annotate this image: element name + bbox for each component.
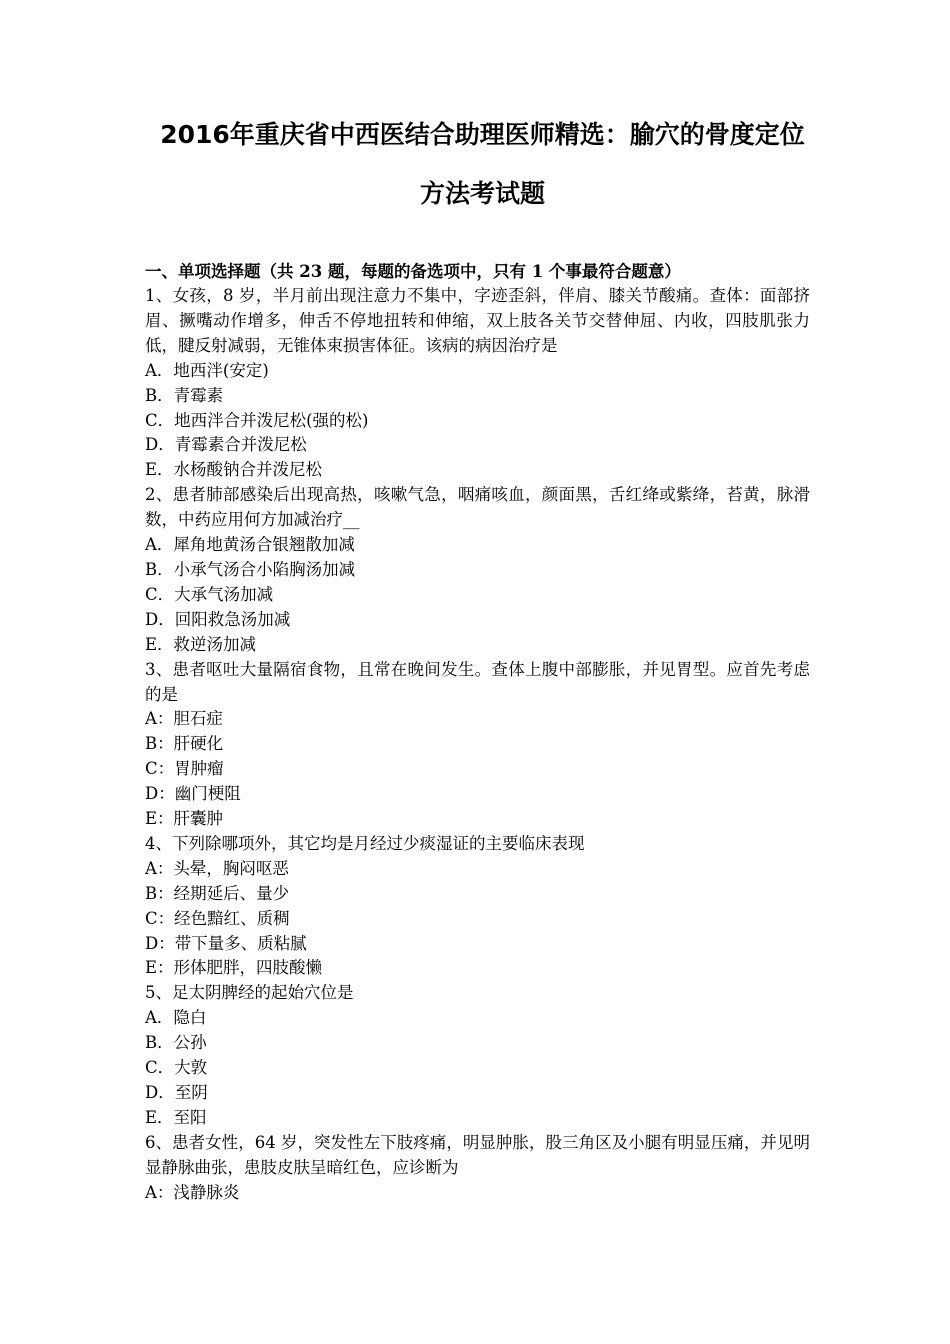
answer-option: D：带下量多、质粘腻 bbox=[145, 933, 307, 953]
answer-option: A．隐白 bbox=[145, 1008, 207, 1028]
question-block bbox=[145, 658, 810, 832]
title-line-1: 2016年重庆省中西医结合助理医师精选：腧穴的骨度定位 bbox=[160, 120, 805, 149]
answer-option: B．小承气汤合小陷胸汤加减 bbox=[145, 559, 356, 579]
answer-option: E：肝囊肿 bbox=[145, 809, 224, 829]
answer-option: C．地西泮合并泼尼松(强的松) bbox=[145, 410, 369, 430]
question-stem: 2、患者肺部感染后出现高热，咳嗽气急，咽痛咳血，颜面黑，舌红绛或紫绛，苔黄，脉滑数，中药应用何方加减治疗__ bbox=[145, 485, 810, 530]
answer-option: D：幽门梗阻 bbox=[145, 784, 241, 804]
answer-option: A．地西泮(安定) bbox=[145, 360, 269, 380]
answer-option: C．大敦 bbox=[145, 1058, 208, 1078]
question-stem: 6、患者女性，64 岁，突发性左下肢疼痛，明显肿胀，股三角区及小腿有明显压痛，并见明显静脉曲张，患肢皮肤呈暗红色，应诊断为 bbox=[145, 1132, 810, 1177]
answer-option: A：胆石症 bbox=[145, 709, 223, 729]
answer-option: C：胃肿瘤 bbox=[145, 759, 224, 779]
answer-option: C．大承气汤加减 bbox=[145, 584, 274, 604]
answer-option: B：肝硬化 bbox=[145, 734, 224, 754]
question-stem: 4、下列除哪项外，其它均是月经过少痰湿证的主要临床表现 bbox=[145, 833, 585, 853]
answer-option: A：浅静脉炎 bbox=[145, 1182, 240, 1202]
answer-option: D．至阴 bbox=[145, 1083, 208, 1102]
title-line-2: 方法考试题 bbox=[419, 179, 545, 208]
question-block bbox=[145, 832, 810, 981]
answer-option: D．回阳救急汤加减 bbox=[145, 609, 291, 629]
answer-option: B：经期延后、量少 bbox=[145, 883, 290, 903]
question-block bbox=[145, 284, 810, 483]
question-block bbox=[145, 1131, 810, 1206]
question-stem: 1、女孩，8 岁，半月前出现注意力不集中，字迹歪斜，伴肩、膝关节酸痛。查体：面部挤眉、撅嘴动作增多，伸舌不停地扭转和伸缩，双上肢各关节交替伸屈、内收，四肢肌张力低，腱反射减弱，无锥体束损害体征。该病的病因治疗是 bbox=[145, 286, 810, 355]
answer-option: E．至阳 bbox=[145, 1107, 207, 1127]
answer-option: D．青霉素合并泼尼松 bbox=[145, 435, 307, 455]
question-stem: 5、足太阴脾经的起始穴位是 bbox=[145, 983, 354, 1003]
question-list bbox=[145, 284, 810, 1206]
question-block bbox=[145, 483, 810, 657]
answer-option: E：形体肥胖，四肢酸懒 bbox=[145, 958, 323, 978]
answer-option: E．救逆汤加减 bbox=[145, 634, 257, 654]
section-heading: 一、单项选择题（共 23 题，每题的备选项中，只有 1 个事最符合题意） bbox=[145, 262, 681, 281]
answer-option: B．公孙 bbox=[145, 1033, 207, 1053]
answer-option: A：头晕，胸闷呕恶 bbox=[145, 858, 289, 878]
document-title bbox=[145, 0, 810, 220]
answer-option: B．青霉素 bbox=[145, 385, 224, 405]
question-block bbox=[145, 981, 810, 1130]
answer-option: E．水杨酸钠合并泼尼松 bbox=[145, 460, 323, 480]
answer-option: C：经色黯红、质稠 bbox=[145, 908, 290, 928]
question-stem: 3、患者呕吐大量隔宿食物，且常在晚间发生。查体上腹中部膨胀，并见胃型。应首先考虑的是 bbox=[145, 659, 810, 704]
answer-option: A．犀角地黄汤合银翘散加减 bbox=[145, 535, 355, 555]
